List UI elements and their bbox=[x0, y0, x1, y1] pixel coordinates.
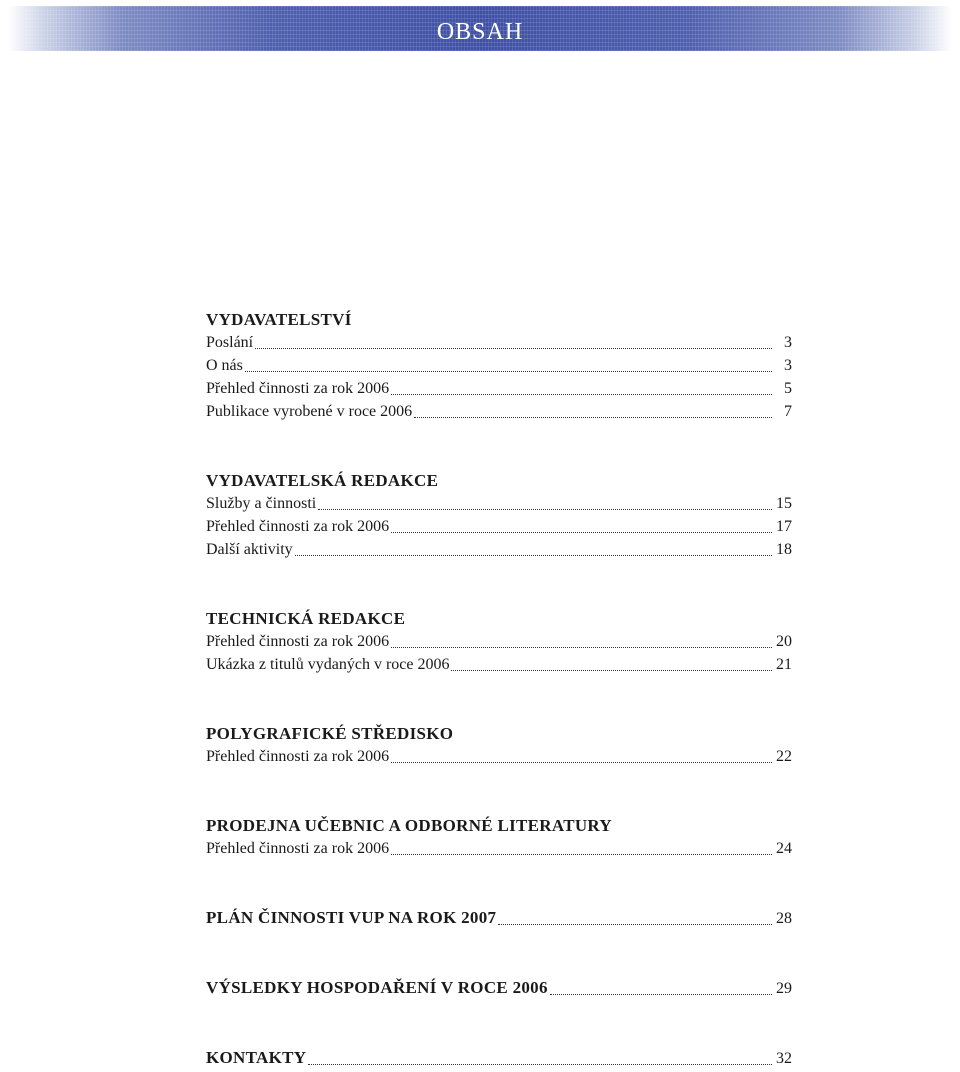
toc-entry-page: 29 bbox=[776, 980, 792, 997]
dot-leader bbox=[550, 994, 772, 995]
table-of-contents bbox=[206, 308, 792, 1070]
dot-leader bbox=[391, 394, 772, 395]
dot-leader bbox=[451, 670, 772, 671]
toc-entry-label: Další aktivity bbox=[206, 541, 293, 558]
toc-entry-label: KONTAKTY bbox=[206, 1048, 307, 1067]
toc-entry-label: Publikace vyrobené v roce 2006 bbox=[206, 403, 413, 420]
toc-entry-label: Služby a činnosti bbox=[206, 495, 317, 512]
dot-leader bbox=[391, 854, 772, 855]
toc-entry-page: 24 bbox=[776, 840, 792, 857]
section-heading: POLYGRAFICKÉ STŘEDISKO bbox=[206, 724, 454, 743]
toc-entry-plan-cinnosti[interactable] bbox=[206, 906, 792, 930]
toc-entry[interactable] bbox=[206, 377, 792, 400]
dot-leader bbox=[391, 762, 772, 763]
toc-entry-page: 15 bbox=[776, 495, 792, 512]
section-heading: TECHNICKÁ REDAKCE bbox=[206, 609, 406, 628]
toc-entry-page: 32 bbox=[776, 1050, 792, 1067]
section-heading: PRODEJNA UČEBNIC A ODBORNÉ LITERATURY bbox=[206, 816, 612, 835]
toc-entry[interactable] bbox=[206, 492, 792, 515]
page-title: OBSAH bbox=[436, 19, 524, 45]
dot-leader bbox=[391, 647, 772, 648]
toc-entry-label: Přehled činnosti za rok 2006 bbox=[206, 748, 390, 765]
toc-entry[interactable] bbox=[206, 331, 792, 354]
section-heading: VYDAVATELSKÁ REDAKCE bbox=[206, 471, 439, 490]
toc-entry-label: Poslání bbox=[206, 334, 254, 351]
dot-leader bbox=[295, 555, 772, 556]
toc-entry-page: 20 bbox=[776, 633, 792, 650]
dot-leader bbox=[391, 532, 772, 533]
dot-leader bbox=[318, 509, 772, 510]
toc-entry-page: 7 bbox=[784, 403, 792, 420]
dot-leader bbox=[414, 417, 772, 418]
header-banner bbox=[8, 6, 952, 51]
toc-entry-label: Ukázka z titulů vydaných v roce 2006 bbox=[206, 656, 450, 673]
toc-entry-label: Přehled činnosti za rok 2006 bbox=[206, 380, 390, 397]
dot-leader bbox=[498, 924, 772, 925]
toc-entry-label: VÝSLEDKY HOSPODAŘENÍ V ROCE 2006 bbox=[206, 978, 548, 997]
toc-entry-label: O nás bbox=[206, 357, 243, 374]
toc-entry-kontakty[interactable] bbox=[206, 1046, 792, 1070]
toc-entry-page: 18 bbox=[776, 541, 792, 558]
toc-section-vydavatelstvi bbox=[206, 308, 792, 423]
toc-entry[interactable] bbox=[206, 354, 792, 377]
toc-entry-page: 5 bbox=[784, 380, 792, 397]
toc-entry[interactable] bbox=[206, 653, 792, 676]
section-heading: VYDAVATELSTVÍ bbox=[206, 310, 352, 329]
toc-entry[interactable] bbox=[206, 745, 792, 768]
toc-entry-label: Přehled činnosti za rok 2006 bbox=[206, 840, 390, 857]
toc-entry-page: 17 bbox=[776, 518, 792, 535]
toc-entry[interactable] bbox=[206, 400, 792, 423]
dot-leader bbox=[255, 348, 772, 349]
toc-entry-label: PLÁN ČINNOSTI VUP NA ROK 2007 bbox=[206, 908, 497, 927]
toc-entry[interactable] bbox=[206, 630, 792, 653]
toc-entry-vysledky-hospodareni[interactable] bbox=[206, 976, 792, 1000]
toc-entry-page: 28 bbox=[776, 910, 792, 927]
toc-entry-label: Přehled činnosti za rok 2006 bbox=[206, 518, 390, 535]
toc-entry-page: 21 bbox=[776, 656, 792, 673]
toc-entry-page: 3 bbox=[784, 334, 792, 351]
toc-section-technicka-redakce bbox=[206, 607, 792, 676]
toc-entry[interactable] bbox=[206, 538, 792, 561]
toc-section-prodejna bbox=[206, 814, 792, 860]
toc-entry-page: 22 bbox=[776, 748, 792, 765]
toc-entry[interactable] bbox=[206, 515, 792, 538]
toc-entry[interactable] bbox=[206, 837, 792, 860]
dot-leader bbox=[308, 1064, 772, 1065]
toc-entry-label: Přehled činnosti za rok 2006 bbox=[206, 633, 390, 650]
toc-section-vydavatelska-redakce bbox=[206, 469, 792, 561]
toc-entry-page: 3 bbox=[784, 357, 792, 374]
toc-section-polygraficke-stredisko bbox=[206, 722, 792, 768]
dot-leader bbox=[245, 371, 772, 372]
